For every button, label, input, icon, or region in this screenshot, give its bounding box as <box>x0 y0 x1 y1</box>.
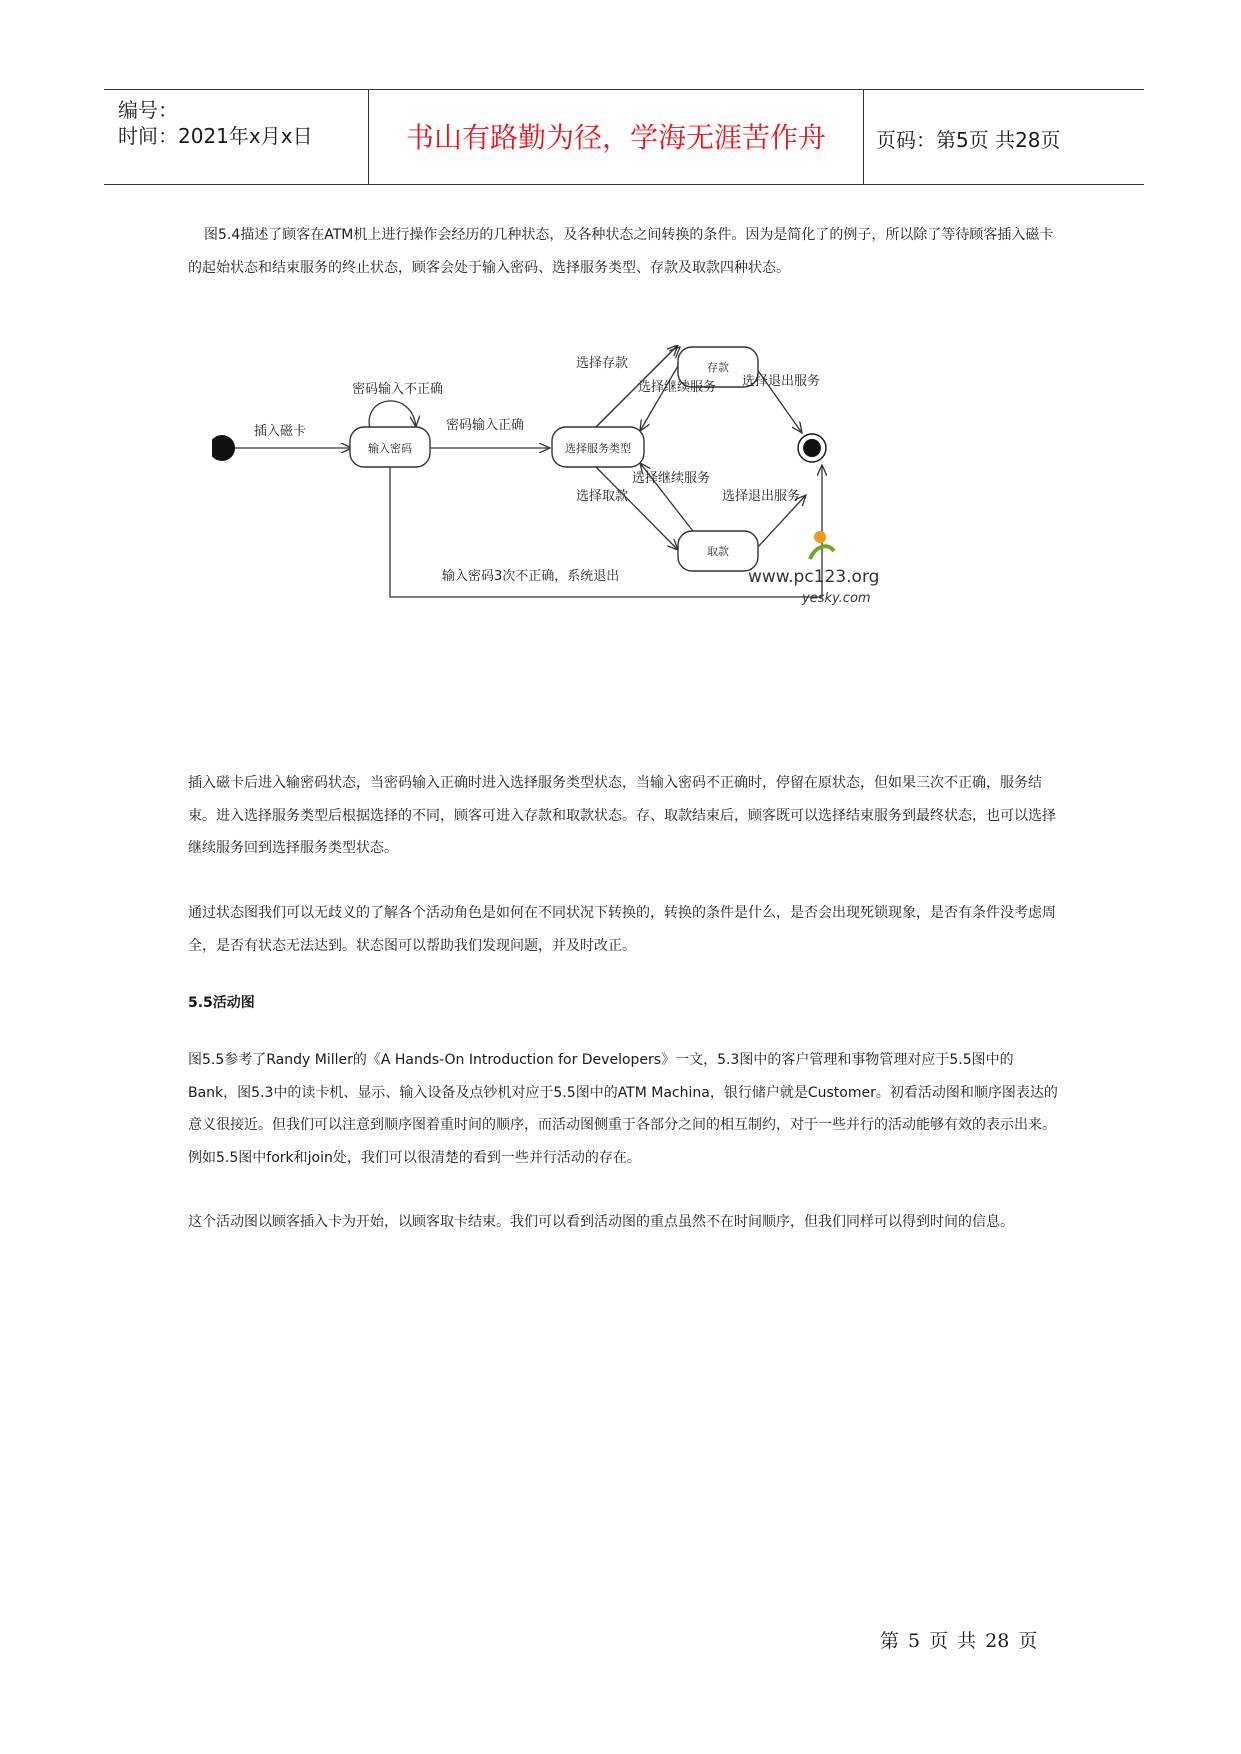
exit-service-top-label: 选择退出服务 <box>742 374 821 389</box>
document-number-label: 编号： <box>118 98 178 122</box>
header-page-cell <box>864 90 1144 184</box>
footer-di: 第 <box>880 1630 900 1652</box>
exit-service-bottom-label: 选择退出服务 <box>722 489 801 504</box>
header-motto-cell <box>368 90 864 184</box>
continue-service-top-arrow <box>640 359 682 431</box>
continue-service-bottom-label: 选择继续服务 <box>632 471 711 486</box>
page-footer <box>880 1626 1046 1653</box>
footer-page-number: 5 <box>908 1630 921 1652</box>
header-motto: 书山有路勤为径，学海无涯苦作舟 <box>405 121 826 154</box>
footer-ye: 页 <box>929 1630 949 1652</box>
watermark-source: yesky.com <box>802 591 871 606</box>
select-withdraw-label: 选择取款 <box>576 489 629 504</box>
atm-state-diagram <box>212 345 1022 685</box>
insert-card-label: 插入磁卡 <box>254 424 307 439</box>
state-input-password-label: 输入密码 <box>368 442 412 455</box>
final-state-node <box>803 439 821 457</box>
continue-service-top-label: 选择继续服务 <box>638 380 717 395</box>
header-page-label: 页码：第5页 共28页 <box>876 128 1061 152</box>
intro-paragraph: 图5.4描述了顾客在ATM机上进行操作会经历的几种状态，及各种状态之间转换的条件。因为是简化了的例子，所以除了等待顾客插入磁卡的起始状态和结束服务的终止状态，顾客会处于输入密码、选择服务类型、存款及取款四种状态。 <box>188 227 1054 276</box>
pc123-watermark <box>748 531 879 606</box>
state-withdraw-label: 取款 <box>707 545 729 558</box>
three-failures-label: 输入密码3次不正确，系统退出 <box>442 569 620 584</box>
footer-gong: 共 <box>957 1630 977 1652</box>
header-meta-cell <box>104 90 368 184</box>
password-incorrect-label: 密码输入不正确 <box>352 382 444 397</box>
initial-state-node <box>212 435 235 461</box>
password-incorrect-loop <box>369 401 416 429</box>
footer-ye-end: 页 <box>1018 1630 1038 1652</box>
watermark-logo-head <box>814 531 826 543</box>
section-title: 5.5活动图 <box>188 995 255 1011</box>
select-deposit-label: 选择存款 <box>576 356 629 371</box>
paragraph-activity-reference: 图5.5参考了Randy Miller的《A Hands-On Introduction for Developers》一文，5.3图中的客户管理和事物管理对应于5.5图中的Bank，图5.3中的读卡机、显示、输入设备及点钞机对应于5.5图中的ATM Machina，银行储户就是Customer。初看活动图和顺序图表达的意义很接近。但我们可以注意到顺序图着重时间的顺序，而活动图侧重于各部分之间的相互制约，对于一些并行的活动能够有效的表示出来。例如5.5图中fork和join处，我们可以很清楚的看到一些并行活动的存在。 <box>188 1052 1058 1166</box>
watermark-site: www.pc123.org <box>748 567 880 587</box>
page-header <box>104 89 1144 185</box>
state-deposit-label: 存款 <box>707 361 729 374</box>
password-correct-label: 密码输入正确 <box>446 418 525 433</box>
state-select-service-label: 选择服务类型 <box>565 442 631 455</box>
paragraph-activity-summary: 这个活动图以顾客插入卡为开始，以顾客取卡结束。我们可以看到活动图的重点虽然不在时间顺序，但我们同样可以得到时间的信息。 <box>188 1214 1014 1230</box>
document-time-label: 时间：2021年x月x日 <box>118 124 313 148</box>
paragraph-state-benefits: 通过状态图我们可以无歧义的了解各个活动角色是如何在不同状况下转换的，转换的条件是什么，是否会出现死锁现象，是否有条件没考虑周全，是否有状态无法达到。状态图可以帮助我们发现问题，并及时改正。 <box>188 905 1056 954</box>
paragraph-state-explanation: 插入磁卡后进入输密码状态，当密码输入正确时进入选择服务类型状态，当输入密码不正确时，停留在原状态，但如果三次不正确，服务结束。进入选择服务类型后根据选择的不同，顾客可进入存款和取款状态。存、取款结束后，顾客既可以选择结束服务到最终状态，也可以选择继续服务回到选择服务类型状态。 <box>188 775 1056 856</box>
footer-total-pages: 28 <box>985 1630 1010 1652</box>
